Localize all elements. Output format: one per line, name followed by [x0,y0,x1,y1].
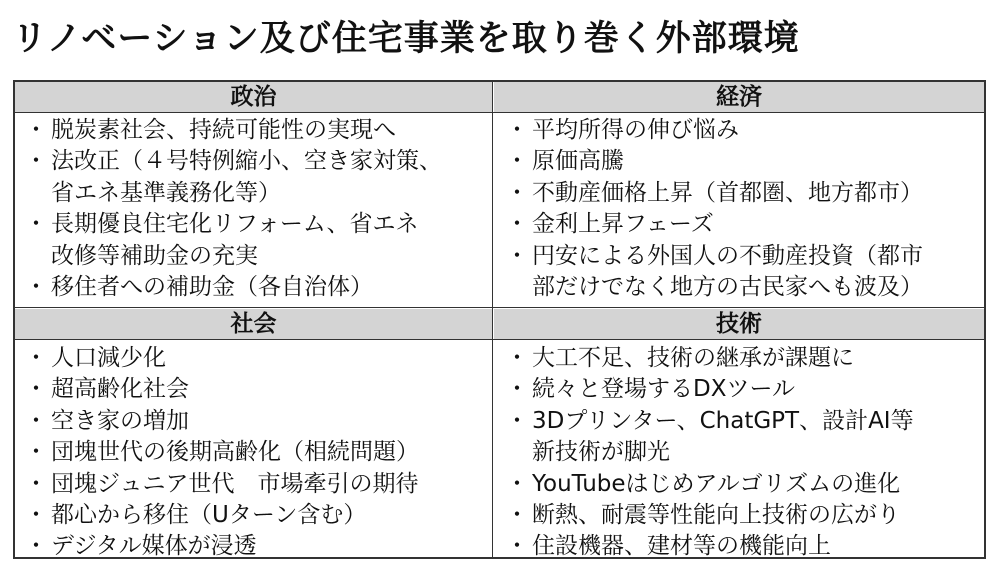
list-item-text [51,115,396,146]
divider-line [15,339,984,340]
bullet-marker: ・ [24,533,48,560]
list-item-text [51,209,419,272]
economy-list [502,115,986,303]
list-item-line: 団塊ジュニア世代 市場牽引の期待 [51,470,419,497]
list-item-text [51,146,442,209]
divider-line [15,307,984,308]
list-item-text [532,178,923,209]
bullet-marker: ・ [24,117,48,143]
list-item-line: デジタル媒体が浸透 [51,533,257,560]
list-item [502,406,986,469]
bullet-marker: ・ [505,533,529,560]
list-item-text [51,500,366,531]
list-item [21,272,491,303]
list-item [502,500,986,531]
list-item-line: 省エネ基準義務化等） [51,179,281,206]
list-item-line: 3Dプリンター、ChatGPT、設計AI等 [532,407,914,434]
list-item-text [532,406,914,469]
divider-line [15,112,984,113]
list-item-line: 都心から移住（Uターン含む） [51,502,367,529]
list-item [21,469,491,500]
list-item-line: 改修等補助金の充実 [51,242,258,269]
list-item [502,469,986,500]
list-item-text [51,343,166,374]
list-item-text [532,500,900,531]
environment-table [13,80,986,559]
list-item [21,146,491,209]
list-item [21,209,491,272]
list-item-text [532,531,831,562]
list-item-line: 平均所得の伸び悩み [532,117,739,143]
header-economy: 経済 [494,82,984,112]
bullet-marker: ・ [24,470,48,497]
list-item-line: 移住者への補助金（各自治体） [51,274,373,301]
bullet-marker: ・ [505,407,529,434]
bullet-marker: ・ [505,376,529,403]
divider-line [492,82,493,557]
bullet-marker: ・ [505,470,529,497]
list-item-line: 長期優良住宅化リフォーム、省エネ [51,211,419,238]
list-item-line: 部だけでなく地方の古民家へも波及） [532,274,923,301]
list-item-text [532,374,795,405]
bullet-marker: ・ [505,242,529,269]
list-item-text [51,531,257,562]
politics-list [21,115,491,303]
list-item [21,115,491,146]
bullet-marker: ・ [24,502,48,529]
list-item [21,531,491,562]
list-item-text [532,115,739,146]
list-item-text [51,406,189,437]
list-item [21,374,491,405]
list-item-line: YouTubeはじめアルゴリズムの進化 [532,470,901,497]
list-item-line: 金利上昇フェーズ [532,211,714,238]
list-item-text [532,469,900,500]
list-item-text [532,146,624,177]
bullet-marker: ・ [24,211,48,238]
bullet-marker: ・ [24,274,48,301]
list-item-line: 不動産価格上昇（首都圏、地方都市） [532,179,923,206]
list-item [21,500,491,531]
bullet-marker: ・ [505,179,529,206]
list-item-line: 団塊世代の後期高齢化（相続問題） [51,439,419,466]
list-item-text [51,437,419,468]
bullet-marker: ・ [24,345,48,371]
list-item [502,115,986,146]
bullet-marker: ・ [505,502,529,529]
list-item-line: 超高齢化社会 [51,376,189,403]
list-item-line: 法改正（４号特例縮小、空き家対策、 [51,148,442,175]
list-item [21,437,491,468]
list-item-line: 続々と登場するDXツール [532,376,796,403]
bullet-marker: ・ [505,117,529,143]
header-society: 社会 [15,309,492,339]
bullet-marker: ・ [24,148,48,175]
list-item-line: 断熱、耐震等性能向上技術の広がり [532,502,900,529]
list-item-line: 人口減少化 [51,345,166,371]
list-item-text [51,469,419,500]
page-title: リノベーション及び住宅事業を取り巻く外部環境 [12,19,800,59]
list-item-text [51,272,373,303]
list-item-text [532,241,923,304]
bullet-marker: ・ [24,376,48,403]
list-item-line: 空き家の増加 [51,407,189,434]
list-item-line: 大工不足、技術の継承が課題に [532,345,854,371]
list-item-line: 住設機器、建材等の機能向上 [532,533,831,560]
bullet-marker: ・ [505,148,529,175]
list-item [502,241,986,304]
bullet-marker: ・ [24,439,48,466]
list-item [502,343,986,374]
list-item [21,343,491,374]
list-item-line: 新技術が脚光 [532,439,670,466]
header-technology: 技術 [494,309,984,339]
list-item [502,178,986,209]
list-item-line: 円安による外国人の不動産投資（都市 [532,242,923,269]
list-item-line: 原価高騰 [532,148,624,175]
bullet-marker: ・ [24,407,48,434]
list-item-text [532,209,714,240]
society-list [21,343,491,563]
list-item [502,374,986,405]
technology-list [502,343,986,563]
list-item-text [532,343,854,374]
bullet-marker: ・ [505,345,529,371]
list-item [502,531,986,562]
header-politics: 政治 [15,82,492,112]
list-item [502,209,986,240]
bullet-marker: ・ [505,211,529,238]
list-item [21,406,491,437]
list-item-text [51,374,189,405]
list-item-line: 脱炭素社会、持続可能性の実現へ [51,117,396,143]
list-item [502,146,986,177]
